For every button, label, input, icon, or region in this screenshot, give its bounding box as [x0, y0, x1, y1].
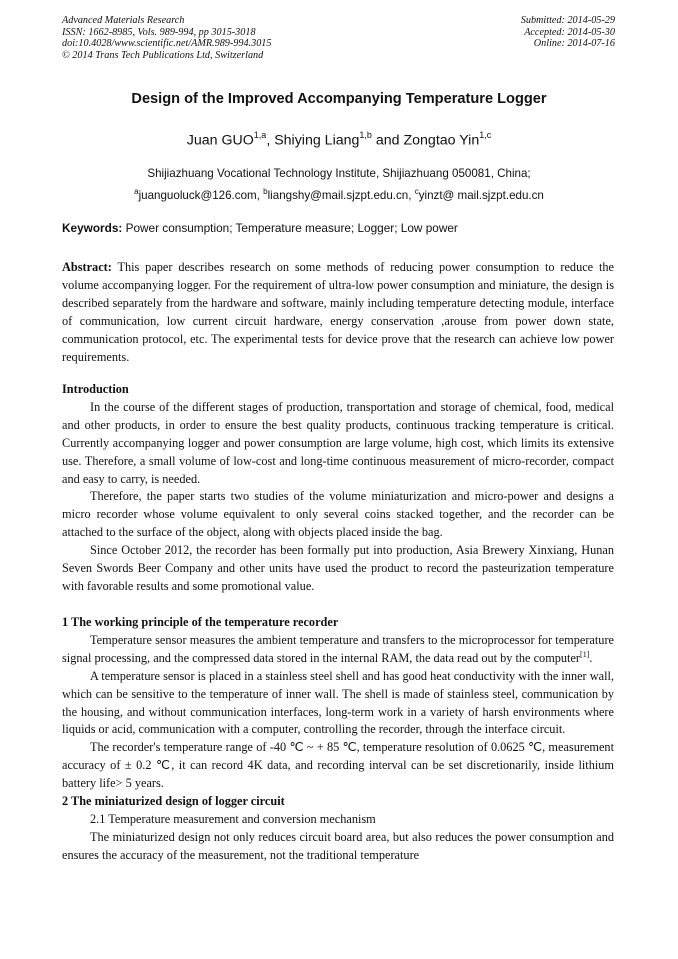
- journal-name: Advanced Materials Research: [62, 15, 185, 26]
- journal-header-left: [62, 15, 271, 61]
- email-link[interactable]: juanguoluck@126.com,: [138, 188, 260, 202]
- author-name: Shiying Liang: [274, 132, 360, 149]
- journal-doi: doi:10.4028/www.scientific.net/AMR.989-994.3015: [62, 38, 272, 50]
- journal-copyright: © 2014 Trans Tech Publications Ltd, Switzerland: [62, 49, 264, 61]
- abstract-text: This paper describes research on some methods of reducing power consumption to reduce the volume accompanying logger. For the requirement of ultra-low power consumption and miniature, the design is described separately from the hardware and software, mainly including temperature detecting module, interface of communication, low current circuit hardware, energy conservation ,arouse from power down state, communication protocol, etc. The experimental tests for device prove that the research can achieve low power requirements.: [62, 260, 614, 364]
- author-name: Juan GUO: [186, 132, 254, 149]
- paragraph: A temperature sensor is placed in a stainless steel shell and has good heat conductivity with the inner wall, which can be sensitive to the temperature of inner wall. The shell is made of stainless steel, communication by the housing, and without communication interfaces, long-term work in a variety of harsh environments where liquids or acid, communication with a computer, controlling the recorder, through the interface circuit.: [62, 668, 614, 737]
- accepted-date: Accepted: 2014-05-30: [524, 26, 615, 38]
- author-name: Zongtao Yin: [403, 132, 480, 149]
- citation-ref: [1]: [580, 649, 590, 659]
- author-sup: 1,a: [253, 130, 267, 140]
- email-sup: a: [134, 186, 139, 196]
- online-date: Online: 2014-07-16: [533, 38, 615, 50]
- section-heading: 1 The working principle of the temperature recorder: [62, 615, 339, 629]
- paragraph-end: .: [589, 650, 593, 665]
- section-heading: Introduction: [62, 382, 129, 396]
- affiliation-institute: Shijiazhuang Vocational Technology Institute, Shijiazhuang 050081, China;: [147, 167, 531, 180]
- paragraph: Since October 2012, the recorder has been formally put into production, Asia Brewery Xinxiang, Hunan Seven Swords Beer Company and other units have used the product to record the pasteurization temperature with favorable results and some promotional value.: [62, 543, 614, 593]
- paragraph: The recorder's temperature range of -40 ℃ ~ + 85 ℃, temperature resolution of 0.0625 ℃, measurement accuracy of ± 0.2 ℃, it can record 4K data, and recording interval can be set discretionarily, inside lithium battery life> 5 years.: [62, 740, 614, 791]
- keywords-line: [62, 221, 618, 235]
- author-sup: 1,c: [479, 130, 492, 140]
- paragraph: In the course of the different stages of production, transportation and storage of chemical, food, medical and other products, in order to ensure the best quality products, continuous tracking temperature is critical. Currently accompanying logger and power consumption are large volume, high cost, which limits its extensive use. Therefore, a small volume of low-cost and long-time continuous measurement of micro-recorder, compact and easy to carry, is needed.: [62, 399, 614, 486]
- affiliation-emails: [0, 183, 678, 204]
- paragraph: [62, 632, 614, 668]
- submitted-date: Submitted: 2014-05-29: [520, 15, 615, 26]
- introduction-section: [62, 381, 614, 596]
- author-conjunction: and: [375, 132, 400, 149]
- paper-title: Design of the Improved Accompanying Temperature Logger: [131, 91, 547, 107]
- paragraph: The miniaturized design not only reduces circuit board area, but also reduces the power consumption and ensures the accuracy of the measurement, not the traditional temperature: [62, 829, 614, 862]
- author-line: Juan GUO$^{1,a}$, Shiying Liang$^{1,b}$ and Zongtao Yin$^{1,c}$: [186, 130, 492, 149]
- keywords-text: Power consumption; Temperature measure; Logger; Low power: [125, 221, 458, 235]
- email-link[interactable]: yinzt@ mail.sjzpt.edu.cn: [418, 188, 544, 202]
- section-heading: 2 The miniaturized design of logger circuit: [62, 794, 285, 809]
- abstract-section: [62, 259, 614, 366]
- journal-issn: ISSN: 1662-8985, Vols. 989-994, pp 3015-3018: [62, 26, 256, 38]
- keywords-label: Keywords:: [62, 221, 123, 235]
- subsection-heading: 2.1 Temperature measurement and conversion mechanism: [90, 811, 376, 826]
- author-sup: 1,b: [359, 130, 372, 140]
- email-link[interactable]: liangshy@mail.sjzpt.edu.cn,: [267, 188, 412, 202]
- email-sup: c: [414, 186, 419, 196]
- email-sup: b: [263, 186, 268, 196]
- abstract-label: Abstract:: [62, 260, 112, 274]
- paragraph-text: Temperature sensor measures the ambient temperature and transfers to the microprocessor for temperature signal processing, and the compressed data stored in the internal RAM, the data read out by the computer: [62, 632, 614, 665]
- journal-header-right: [521, 15, 615, 50]
- affiliation-block: [0, 165, 678, 204]
- section-1: [62, 614, 614, 865]
- paragraph: Therefore, the paper starts two studies of the volume miniaturization and micro-power and designs a micro recorder whose volume equivalent to only several coins stacked together, and the recorder can be attached to the surface of the object, along with objects placed inside the bag.: [62, 489, 614, 540]
